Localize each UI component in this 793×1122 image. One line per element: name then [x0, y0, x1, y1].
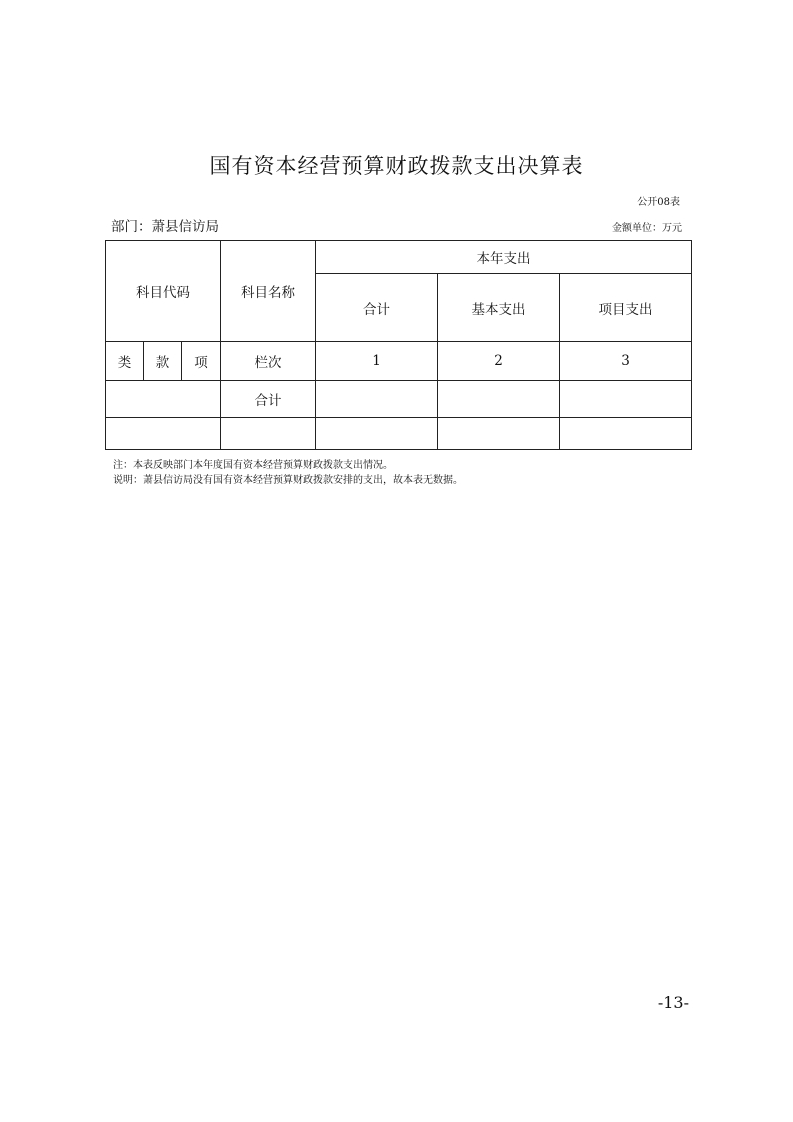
header-project-expense: 项目支出 — [560, 274, 692, 342]
form-number: 公开08表 — [637, 197, 680, 208]
header-current-year-expense: 本年支出 — [316, 241, 692, 274]
empty-cell — [316, 381, 438, 418]
empty-cell — [560, 418, 692, 450]
table-row — [106, 418, 692, 450]
empty-cell — [106, 418, 221, 450]
header-item: 项 — [182, 342, 221, 381]
header-subject-name: 科目名称 — [221, 241, 316, 342]
column-number-1: 1 — [316, 342, 438, 381]
empty-cell — [316, 418, 438, 450]
empty-cell — [438, 381, 560, 418]
header-total: 合计 — [316, 274, 438, 342]
expense-table — [105, 240, 692, 450]
empty-cell — [106, 381, 221, 418]
amount-unit: 金额单位：万元 — [612, 223, 682, 234]
header-subject-code: 科目代码 — [106, 241, 221, 342]
page-title: 国有资本经营预算财政拨款支出决算表 — [209, 154, 584, 178]
department-label: 部门：萧县信访局 — [111, 219, 219, 235]
note-line: 注：本表反映部门本年度国有资本经营预算财政拨款支出情况。 — [113, 460, 393, 471]
empty-cell — [221, 418, 316, 450]
note-line: 说明：萧县信访局没有国有资本经营预算财政拨款安排的支出，故本表无数据。 — [113, 475, 463, 486]
empty-cell — [438, 418, 560, 450]
column-number-3: 3 — [560, 342, 692, 381]
header-column-no: 栏次 — [221, 342, 316, 381]
sum-row-label: 合计 — [221, 381, 316, 418]
header-category: 类 — [106, 342, 144, 381]
header-basic-expense: 基本支出 — [438, 274, 560, 342]
column-number-2: 2 — [438, 342, 560, 381]
notes — [113, 458, 463, 488]
page-number: -13- — [657, 993, 689, 1012]
header-section: 款 — [144, 342, 182, 381]
empty-cell — [560, 381, 692, 418]
table-row — [106, 381, 692, 418]
